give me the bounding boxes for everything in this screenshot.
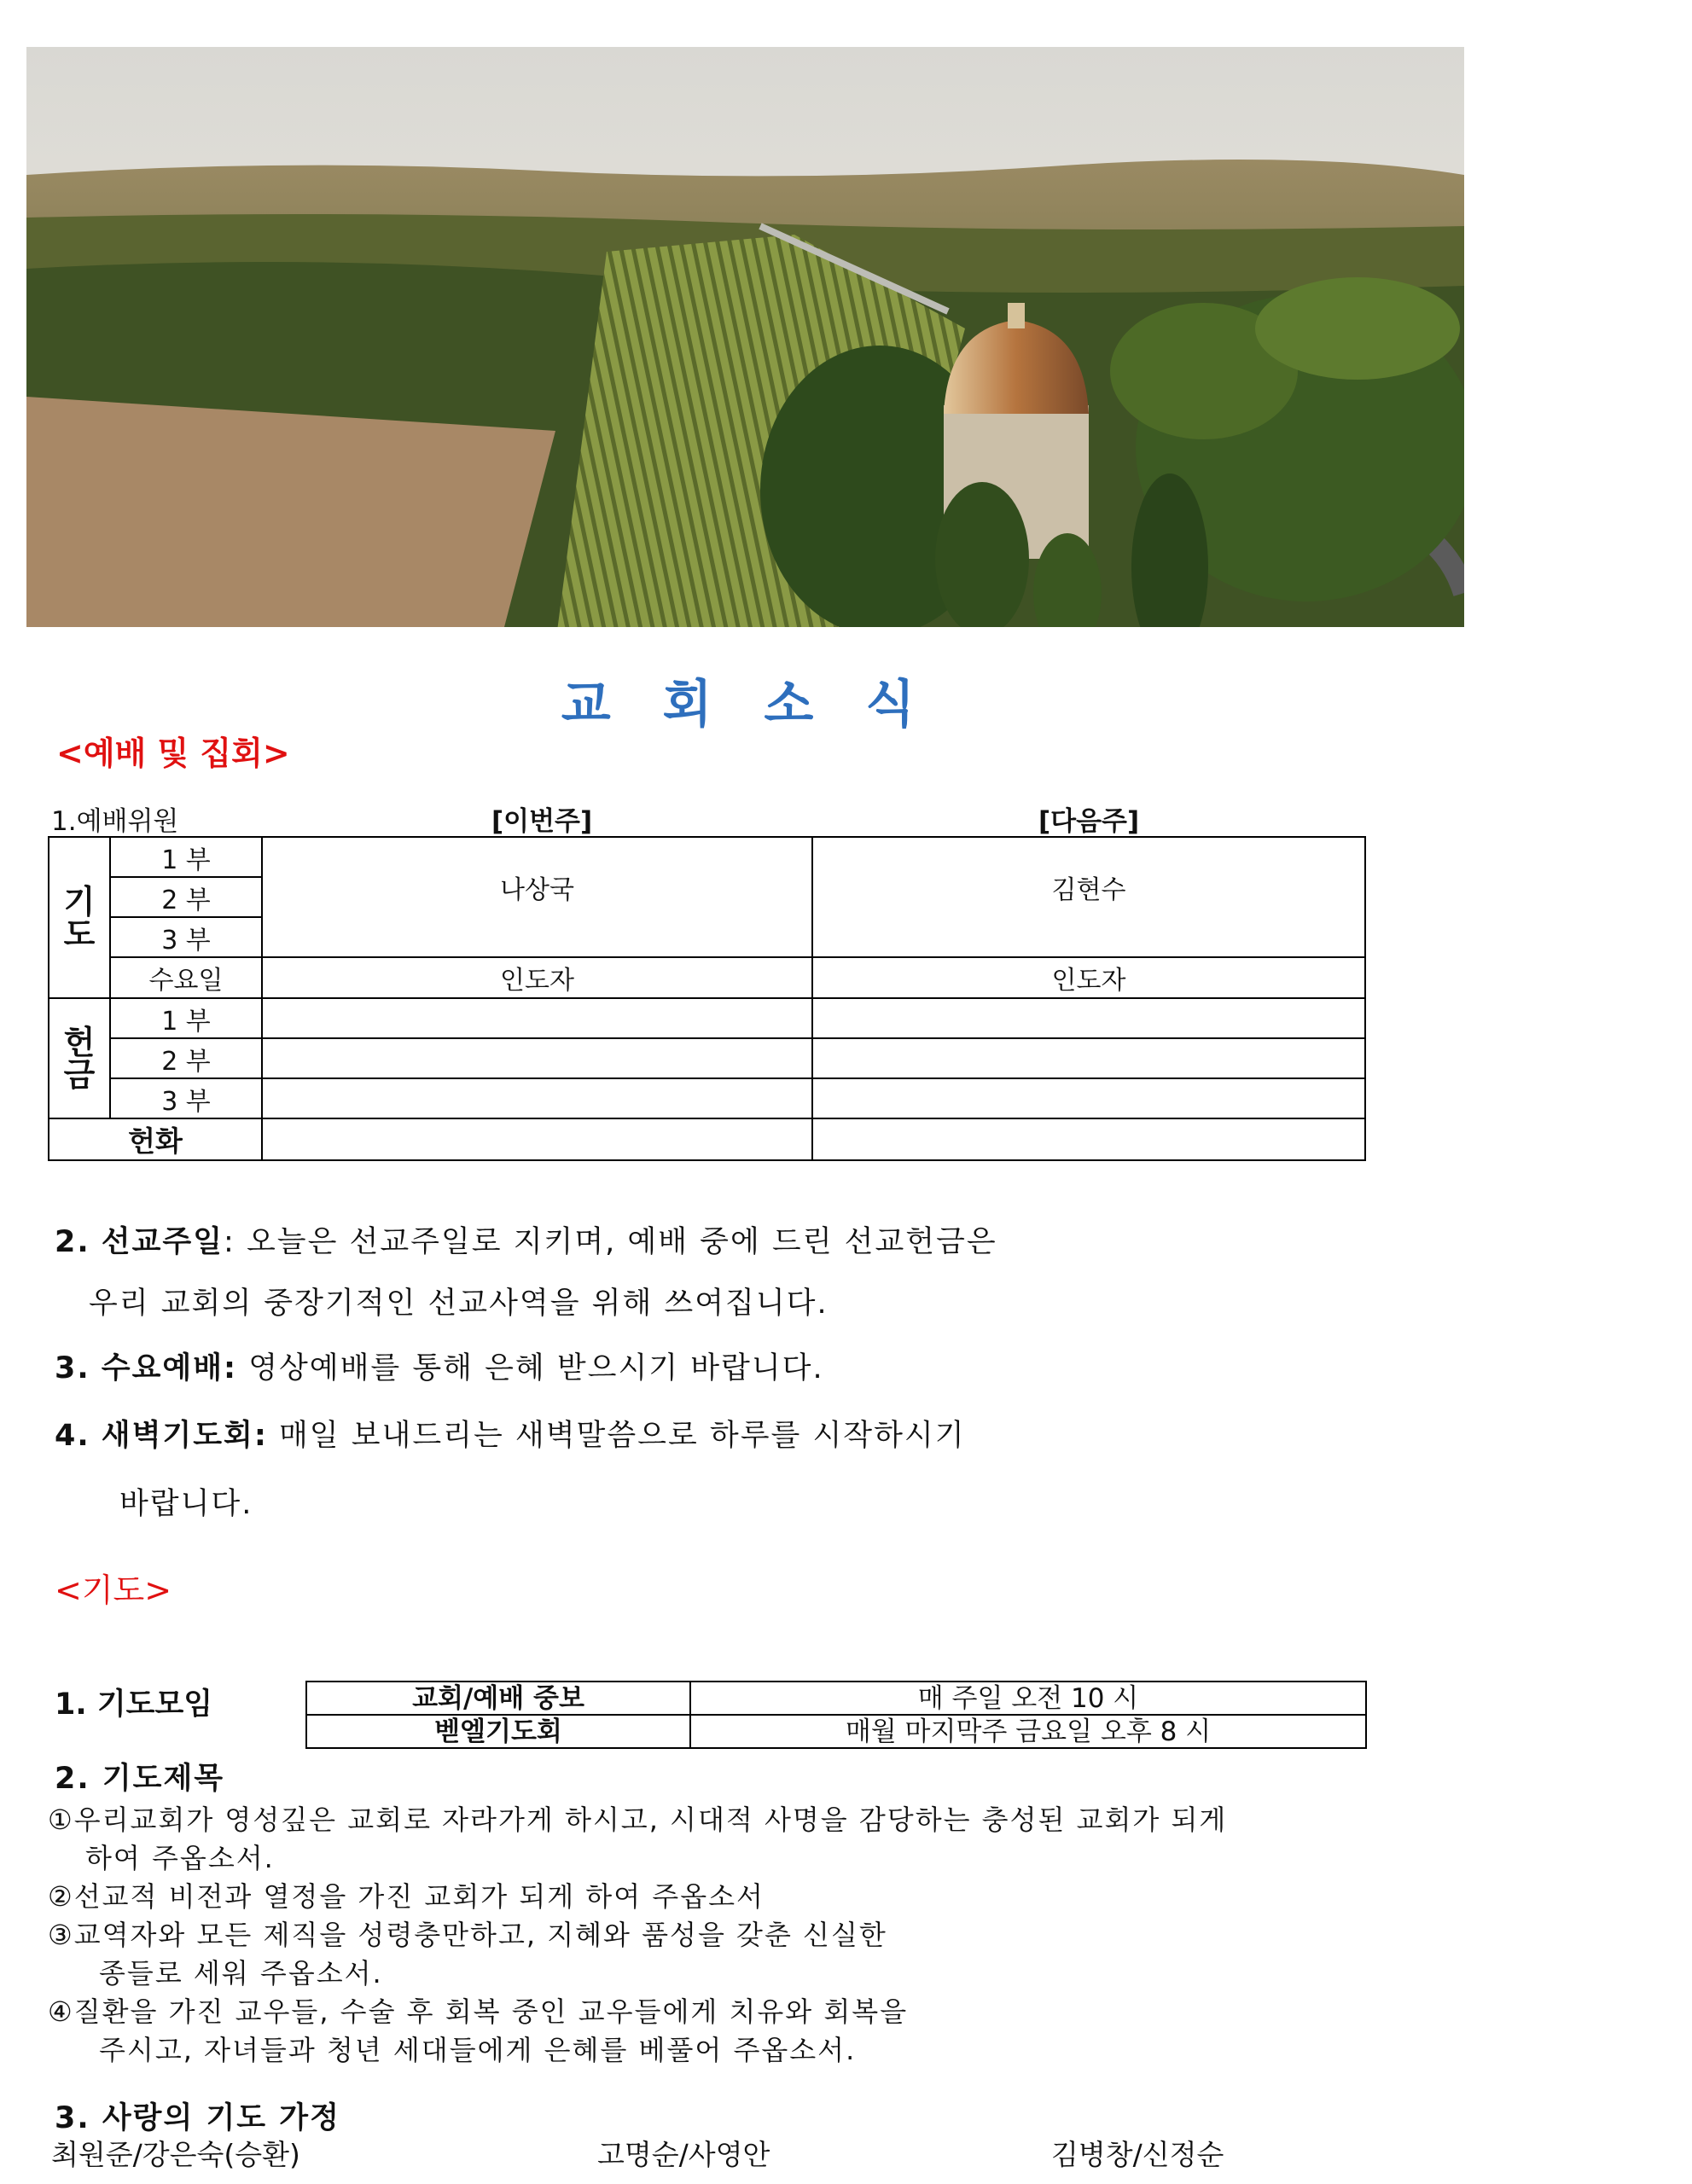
cell-empty [812, 1078, 1365, 1118]
flower-label: 헌화 [49, 1118, 262, 1160]
announcement-wednesday: 3. 수요예배: 영상예배를 통해 은혜 받으시기 바랍니다. [55, 1351, 824, 1385]
category-prayer: 기 도 [49, 837, 110, 998]
wednesday-this-week: 인도자 [262, 957, 812, 998]
landscape-banner-image [26, 47, 1464, 627]
col-next-week: [다음주] [1038, 806, 1140, 837]
worship-heading: <예배 및 집회> [56, 734, 290, 772]
page-title: 교 회 소 식 [561, 675, 933, 735]
row-label: 1 부 [110, 837, 262, 877]
family-name: 최원준/강은숙(승환) [51, 2138, 300, 2171]
row-label: 2 부 [110, 877, 262, 917]
prayer-topic-3: ③교역자와 모든 제직을 성령충만하고, 지혜와 품성을 갖춘 신실한 [48, 1919, 887, 1951]
cell-empty [812, 1038, 1365, 1078]
worship-committee-table [48, 836, 1366, 1161]
row-label: 2 부 [110, 1038, 262, 1078]
row-label: 1 부 [110, 998, 262, 1038]
cell-empty [262, 1118, 812, 1160]
wednesday-next-week: 인도자 [812, 957, 1365, 998]
table1-label: 1.예배위원 [51, 806, 179, 837]
row-label: 3 부 [110, 917, 262, 957]
prayer-topic-1: ①우리교회가 영성깊은 교회로 자라가게 하시고, 시대적 사명을 감당하는 충성된 교회가 되게 [48, 1804, 1228, 1836]
col-this-week: [이번주] [491, 806, 593, 837]
prayer-topic-3-cont: 종들로 세워 주옵소서. [99, 1957, 383, 1989]
meeting-time: 매월 마지막주 금요일 오후 8 시 [690, 1715, 1366, 1748]
prayer-topic-2: ②선교적 비전과 열정을 가진 교회가 되게 하여 주옵소서 [48, 1880, 765, 1913]
category-offering: 헌 금 [49, 998, 110, 1118]
prayer-heading: <기도> [55, 1571, 172, 1609]
meeting-name: 교회/예배 중보 [306, 1682, 690, 1715]
meeting-name: 벧엘기도회 [306, 1715, 690, 1748]
meeting-time: 매 주일 오전 10 시 [690, 1682, 1366, 1715]
announcement-missions-cont: 우리 교회의 중장기적인 선교사역을 위해 쓰여집니다. [89, 1287, 829, 1321]
love-prayer-label: 3. 사랑의 기도 가정 [55, 2101, 340, 2135]
cell-empty [812, 1118, 1365, 1160]
family-name: 김병창/신정순 [1051, 2138, 1224, 2171]
prayer-this-week: 나상국 [262, 837, 812, 957]
prayer-topic-4-cont: 주시고, 자녀들과 청년 세대들에게 은혜를 베풀어 주옵소서. [99, 2034, 857, 2066]
announcement-missions: 2. 선교주일: 오늘은 선교주일로 지키며, 예배 중에 드린 선교헌금은 [55, 1225, 997, 1259]
cell-empty [812, 998, 1365, 1038]
prayer-meeting-label: 1. 기도모임 [55, 1687, 213, 1722]
cell-empty [262, 1038, 812, 1078]
prayer-meeting-table [305, 1681, 1367, 1749]
prayer-topics-label: 2. 기도제목 [55, 1762, 225, 1796]
announcement-dawn-prayer: 4. 새벽기도회: 매일 보내드리는 새벽말씀으로 하루를 시작하시기 [55, 1419, 966, 1453]
prayer-topic-4: ④질환을 가진 교우들, 수술 후 회복 중인 교우들에게 치유와 회복을 [48, 1995, 909, 2028]
row-label: 3 부 [110, 1078, 262, 1118]
family-name: 고명순/사영안 [597, 2138, 770, 2171]
announcement-dawn-prayer-cont: 바랍니다. [119, 1487, 253, 1521]
cell-empty [262, 998, 812, 1038]
prayer-next-week: 김현수 [812, 837, 1365, 957]
prayer-topic-1-cont: 하여 주옵소서. [85, 1842, 275, 1874]
row-label: 수요일 [110, 957, 262, 998]
cell-empty [262, 1078, 812, 1118]
